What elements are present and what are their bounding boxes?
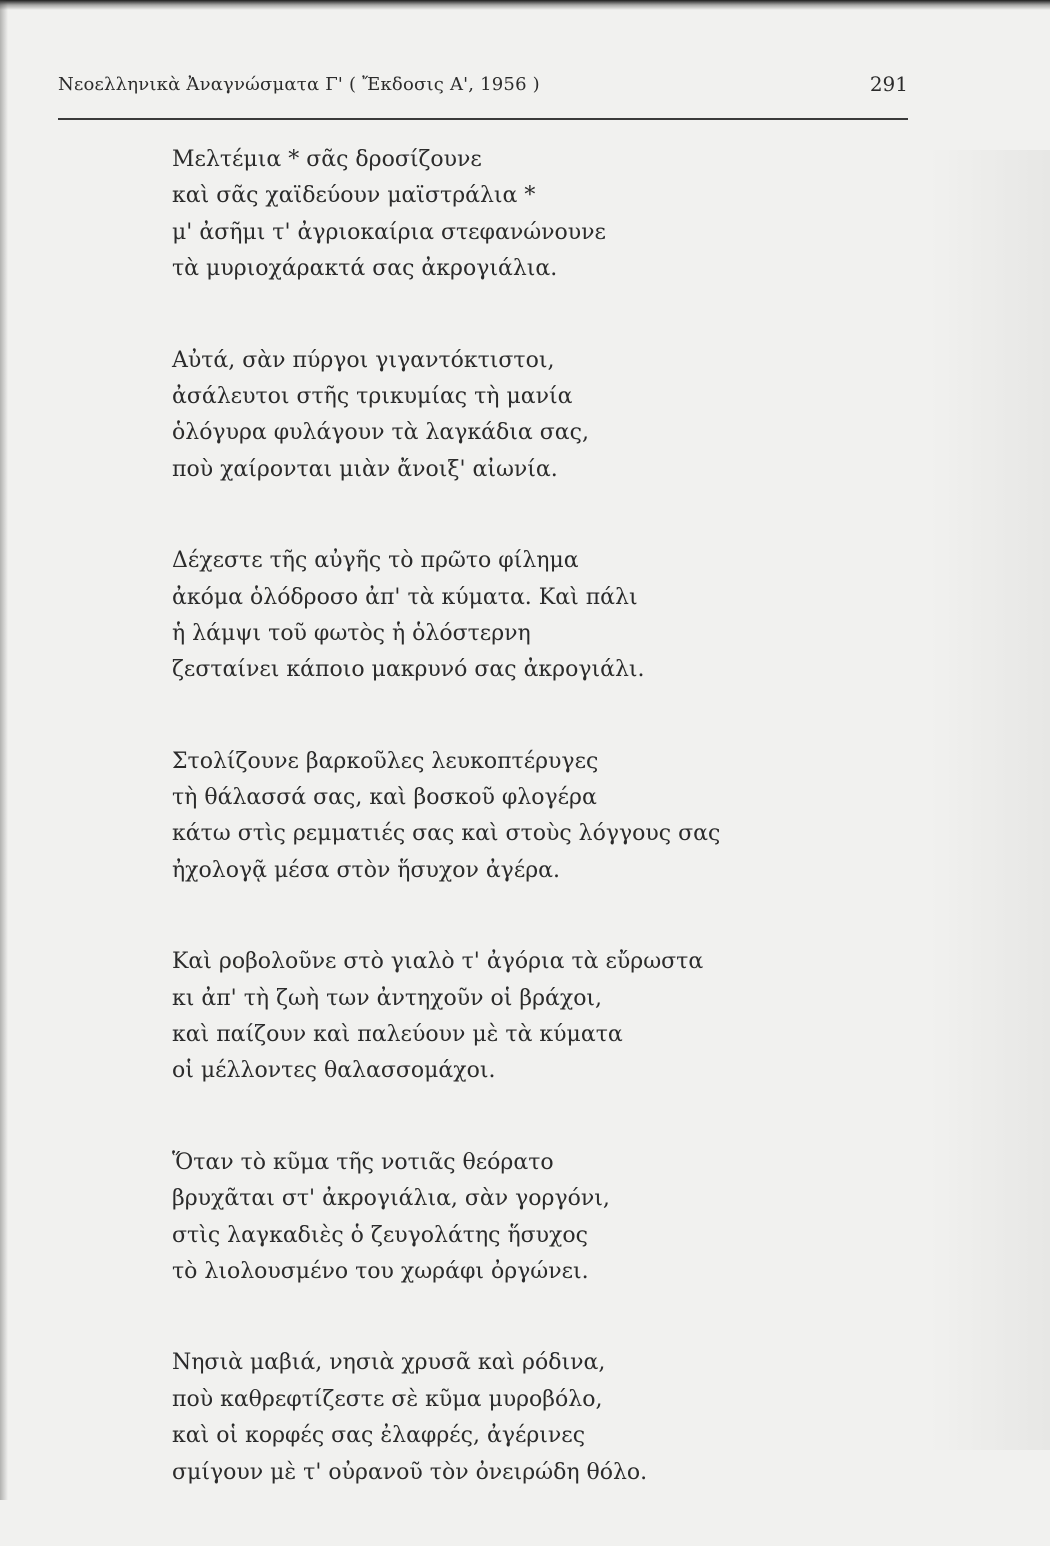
scan-edge-left [0, 0, 8, 1500]
poem-line: καὶ σᾶς χαϊδεύουν μαϊστράλια * [172, 183, 536, 209]
stanza-7 [172, 1345, 822, 1491]
poem-line: καὶ παίζουν καὶ παλεύουν μὲ τὰ κύματα [172, 1022, 623, 1048]
stanza-1 [172, 142, 822, 288]
poem-line: κάτω στὶς ρεμματιές σας καὶ στοὺς λόγγους σας [172, 821, 721, 847]
poem-line: καὶ οἱ κορφές σας ἐλαφρές, ἀγέρινες [172, 1423, 586, 1449]
stanza-2 [172, 343, 822, 489]
poem-line: ζεσταίνει κάποιο μακρυνό σας ἀκρογιάλι. [172, 657, 645, 683]
poem-line: τὴ θάλασσά σας, καὶ βοσκοῦ φλογέρα [172, 785, 597, 811]
poem-line: Νησιὰ μαβιά, νησιὰ χρυσᾶ καὶ ρόδινα, [172, 1350, 606, 1376]
page-number: 291 [869, 72, 908, 96]
poem-line: σμίγουν μὲ τ' οὐρανοῦ τὸν ὀνειρώδη θόλο. [172, 1459, 648, 1485]
poem-line: στὶς λαγκαδιὲς ὁ ζευγολάτης ἥσυχος [172, 1222, 588, 1248]
poem-line: Καὶ ροβολοῦνε στὸ γιαλὸ τ' ἀγόρια τὰ εὔρωστα [172, 949, 704, 975]
poem-line: ἀκόμα ὁλόδροσο ἀπ' τὰ κύματα. Καὶ πάλι [172, 584, 638, 610]
show-through-bleed [930, 150, 1050, 1450]
poem-line: ἀσάλευτοι στῆς τρικυμίας τὴ μανία [172, 383, 573, 409]
poem-line: Στολίζουνε βαρκοῦλες λευκοπτέρυγες [172, 748, 599, 774]
poem-line: ποὺ χαίρονται μιὰν ἄνοιξ' αἰωνία. [172, 456, 558, 482]
stanza-5 [172, 944, 822, 1090]
poem-line: Αὐτά, σὰν πύργοι γιγαντόκτιστοι, [172, 347, 555, 373]
poem-line: τὸ λιολουσμένο του χωράφι ὀργώνει. [172, 1258, 589, 1284]
running-title: Νεοελληνικὰ Ἀναγνώσματα Γ' ( Ἔκδοσις Α', 1956 ) [58, 74, 540, 95]
header-rule [58, 118, 908, 120]
poem-line: ἡ λάμψι τοῦ φωτὸς ἡ ὁλόστερνη [172, 620, 531, 646]
poem-line: μ' ἀσῆμι τ' ἀγριοκαίρια στεφανώνουνε [172, 219, 606, 245]
poem-line: κι ἀπ' τὴ ζωὴ των ἀντηχοῦν οἱ βράχοι, [172, 985, 603, 1011]
page-header [58, 70, 908, 102]
poem-line: Μελτέμια * σᾶς δροσίζουνε [172, 147, 482, 172]
poem-line: ποὺ καθρεφτίζεστε σὲ κῦμα μυροβόλο, [172, 1386, 603, 1412]
stanza-3 [172, 543, 822, 689]
stanza-6 [172, 1145, 822, 1291]
poem-line: Δέχεστε τῆς αὐγῆς τὸ πρῶτο φίλημα [172, 548, 579, 574]
poem-line: Ὅταν τὸ κῦμα τῆς νοτιᾶς θεόρατο [172, 1149, 554, 1175]
scan-edge-top [0, 0, 1050, 10]
poem-line: βρυχᾶται στ' ἀκρογιάλια, σὰν γοργόνι, [172, 1186, 610, 1212]
poem [172, 142, 822, 1546]
poem-line: οἱ μέλλοντες θαλασσομάχοι. [172, 1058, 496, 1084]
stanza-4 [172, 744, 822, 890]
poem-line: τὰ μυριοχάρακτά σας ἀκρογιάλια. [172, 256, 558, 282]
poem-line: ὁλόγυρα φυλάγουν τὰ λαγκάδια σας, [172, 420, 589, 446]
poem-line: ἠχολογᾷ μέσα στὸν ἥσυχον ἀγέρα. [172, 857, 561, 883]
